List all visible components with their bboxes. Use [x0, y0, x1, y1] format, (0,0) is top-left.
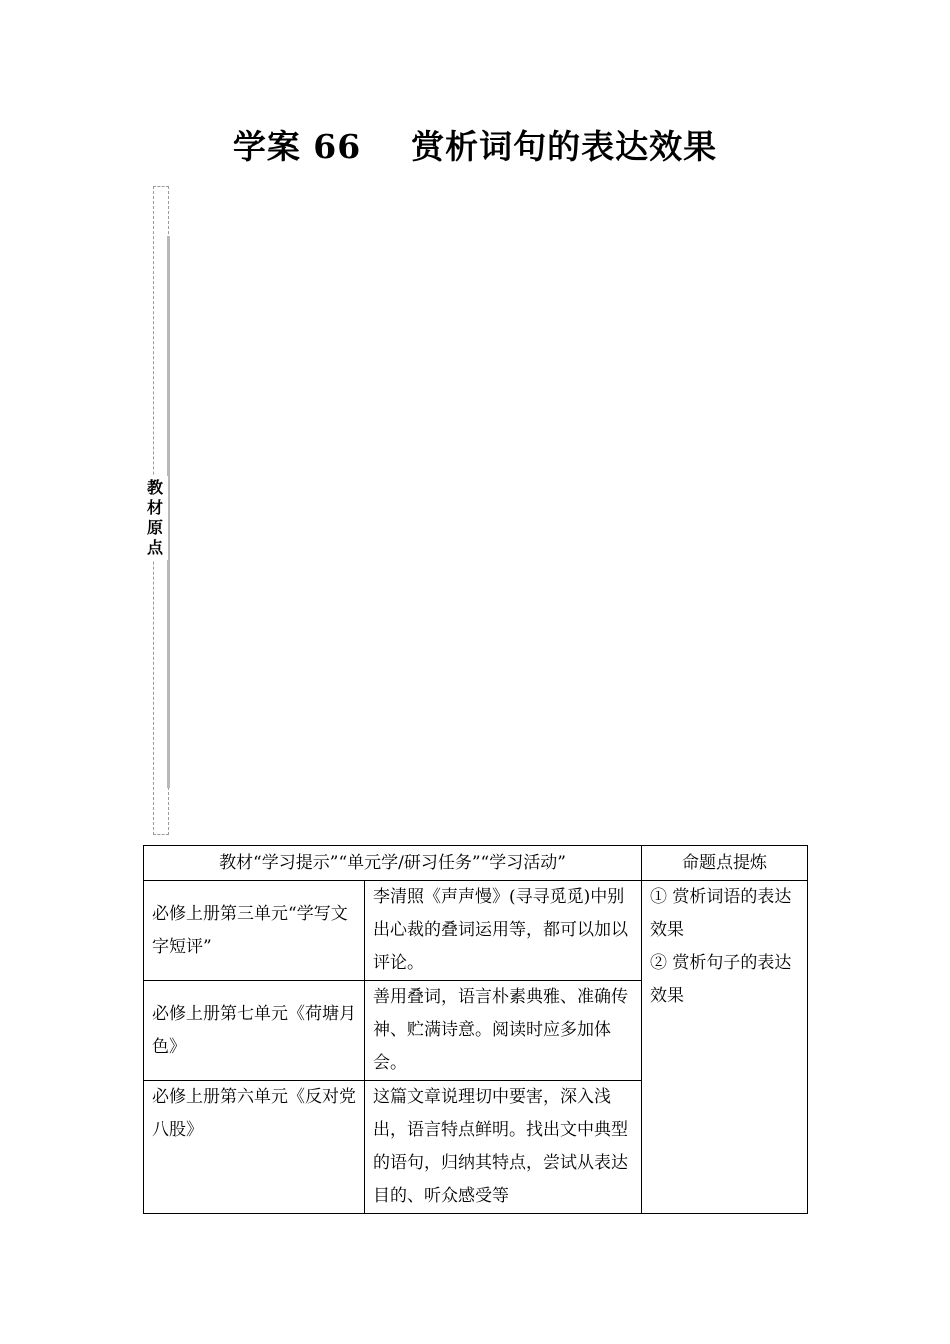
- table-cell-content: 善用叠词，语言朴素典雅、准确传神、贮满诗意。阅读时应多加体会。: [365, 981, 642, 1081]
- table-cell-content: 这篇文章说理切中要害，深入浅出，语言特点鲜明。找出文中典型的语句，归纳其特点，尝试从表达目的、听众感受等: [365, 1081, 642, 1214]
- test-point-item: ① 赏析词语的表达效果: [650, 887, 792, 940]
- side-label: [142, 476, 168, 560]
- test-point-item: ② 赏析句子的表达效果: [650, 953, 792, 1006]
- table-row: [144, 881, 808, 981]
- table-cell-test-points: [642, 881, 808, 1214]
- side-label-char: 材: [146, 498, 163, 517]
- side-label-char: 原: [146, 518, 163, 537]
- table-cell-source: 必修上册第六单元《反对党八股》: [144, 1081, 365, 1214]
- side-label-char: 教: [146, 478, 163, 497]
- table-header-source: 教材“学习提示”“单元学/研习任务”“学习活动”: [144, 846, 642, 881]
- table-cell-source: 必修上册第七单元《荷塘月色》: [144, 981, 365, 1081]
- table-cell-content: 李清照《声声慢》(寻寻觅觅)中别出心裁的叠词运用等，都可以加以评论。: [365, 881, 642, 981]
- table-header-row: [144, 846, 808, 881]
- table-cell-source: 必修上册第三单元“学写文字短评”: [144, 881, 365, 981]
- table-header-test-points: 命题点提炼: [642, 846, 808, 881]
- side-label-char: 点: [146, 538, 163, 557]
- textbook-reference-table: [143, 845, 808, 1214]
- page-title: 学案 66 赏析词句的表达效果: [232, 127, 718, 166]
